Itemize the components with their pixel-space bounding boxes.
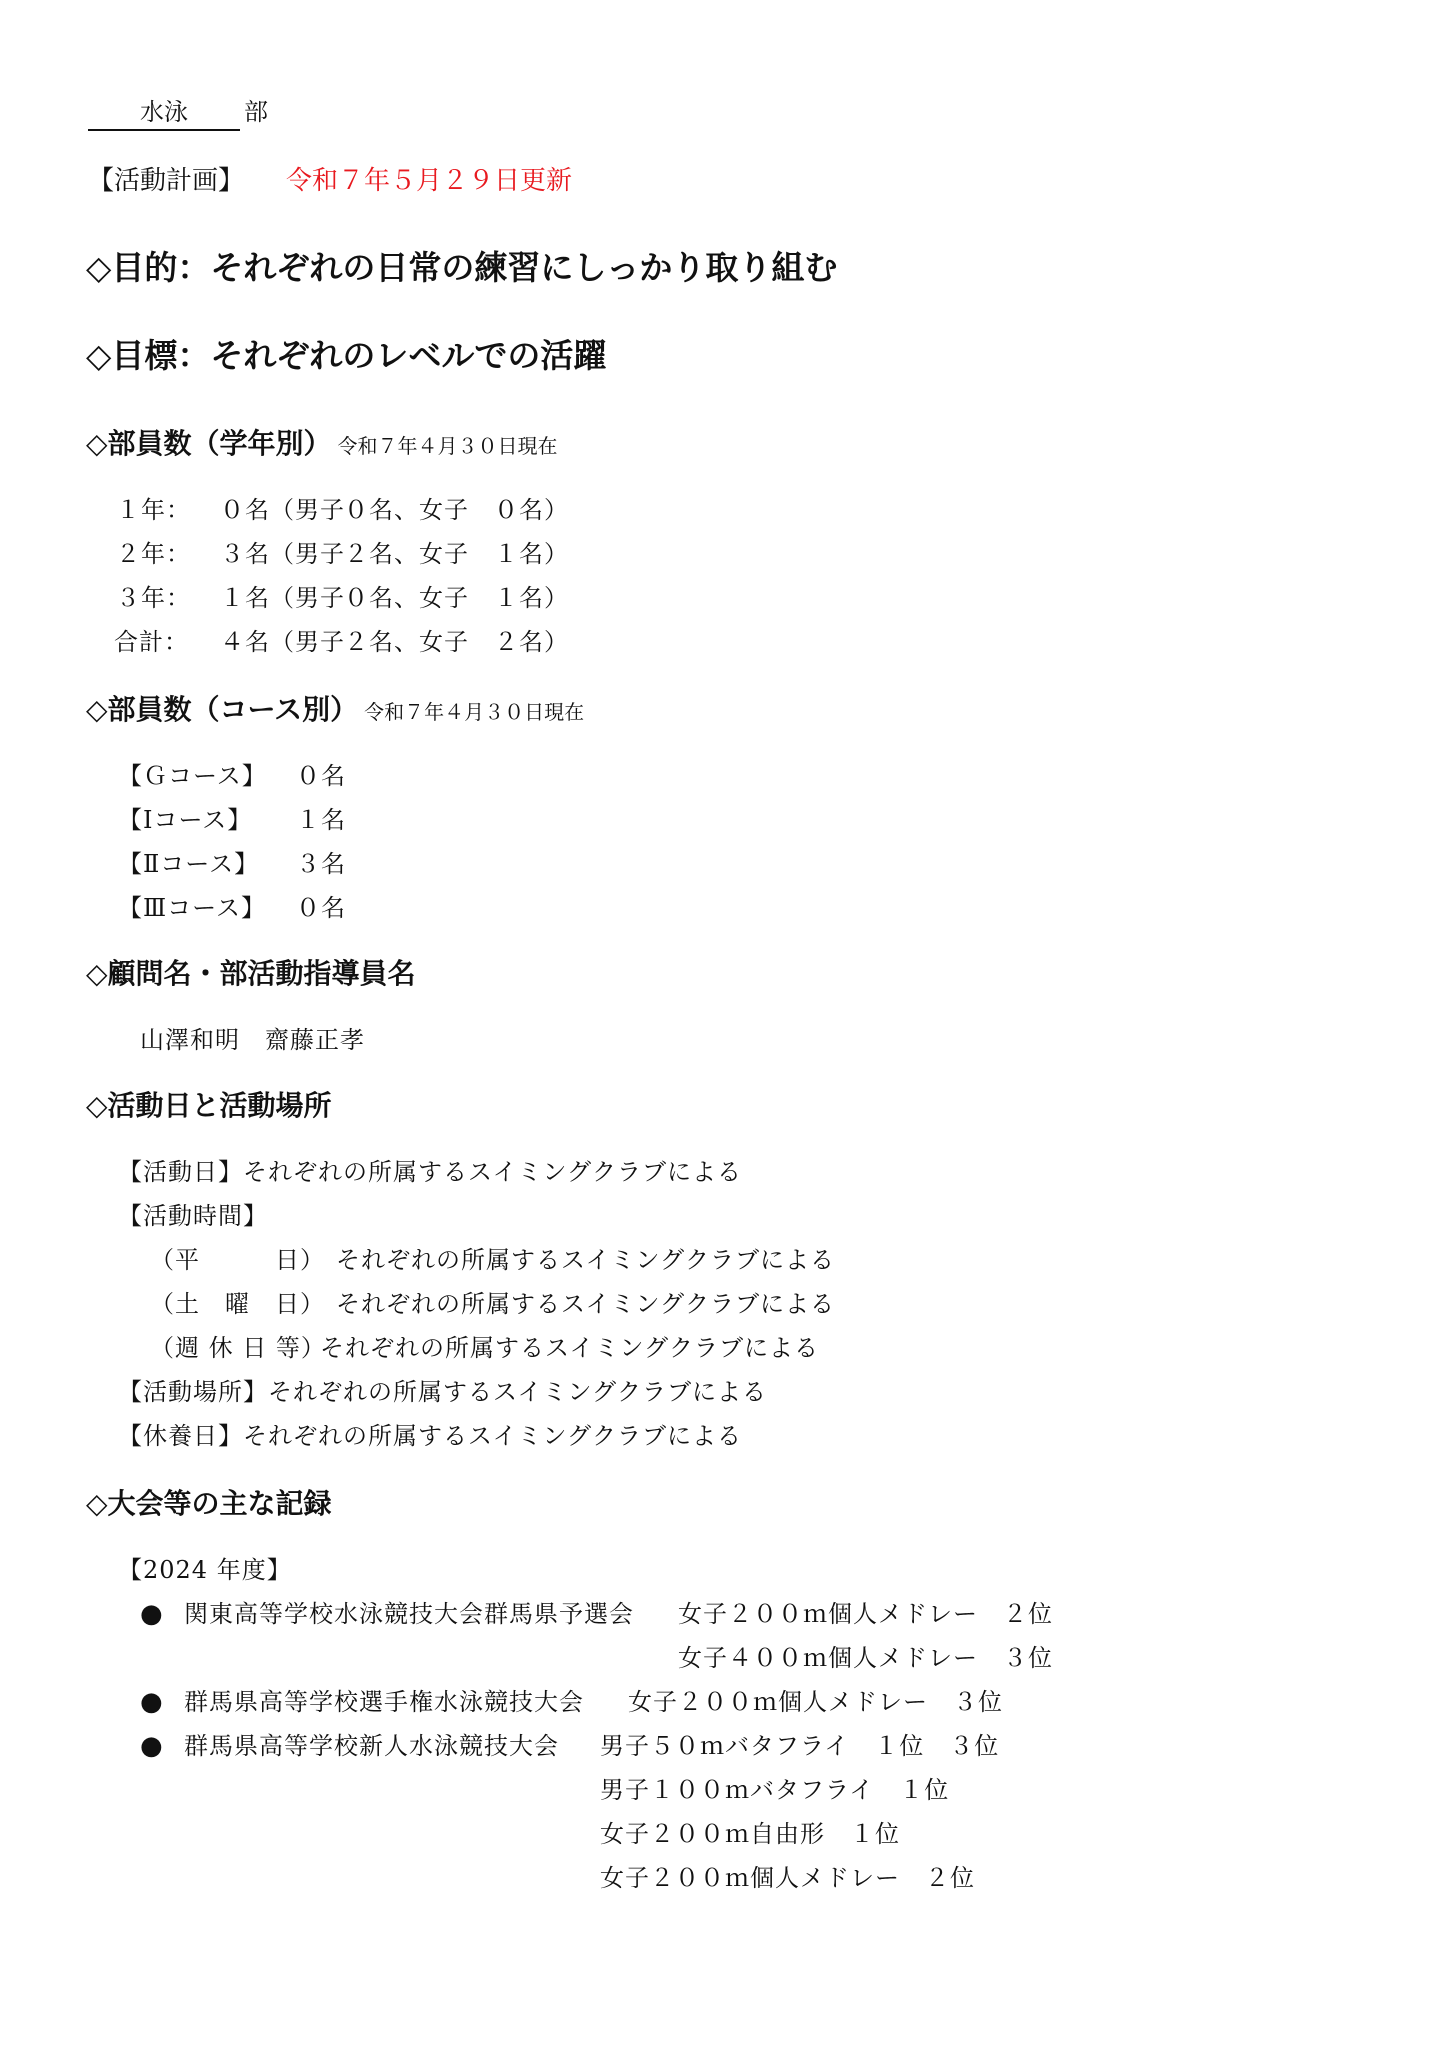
weekday-label: （平 日） (150, 1246, 325, 1274)
course-label: 【Ⅱコース】 (118, 850, 260, 878)
bullet-icon: ● (140, 1599, 164, 1629)
grade-male: ０名、女子 (344, 584, 469, 612)
advisor-names: 山澤和明 齋藤正孝 (140, 1026, 365, 1054)
members-by-grade-title: ◇部員数（学年別） (86, 427, 332, 460)
grade-total: ０名（男子 (220, 496, 345, 524)
activity-weekday (150, 1240, 835, 1275)
record-item (140, 1682, 1003, 1717)
holiday-value: それぞれの所属するスイミングクラブによる (320, 1334, 820, 1362)
activity-rest: 【休養日】それぞれの所属するスイミングクラブによる (118, 1422, 743, 1450)
members-by-grade-date: 令和７年４月３０日現在 (337, 434, 558, 458)
course-row (118, 800, 346, 835)
records-heading: ◇大会等の主な記録 (86, 1487, 332, 1520)
grade-male: ２名、女子 (344, 628, 469, 656)
advisors-heading: ◇顧問名・部活動指導員名 (86, 957, 416, 990)
grade-male: ０名、女子 (344, 496, 469, 524)
bullet-icon: ● (140, 1731, 164, 1761)
grade-total: ３名（男子 (220, 540, 345, 568)
purpose-heading: ◇目的：それぞれの日常の練習にしっかり取り組む (86, 248, 838, 287)
grade-label: 合計： (114, 628, 189, 656)
plan-line (88, 160, 572, 197)
members-by-course-date: 令和７年４月３０日現在 (364, 700, 585, 724)
grade-female: ０名） (494, 496, 569, 524)
record-result: 男子５０ｍバタフライ １位 ３位 (600, 1732, 1000, 1760)
grade-label: ３年： (116, 584, 191, 612)
grade-female: １名） (494, 584, 569, 612)
course-row (118, 844, 346, 879)
course-row (118, 756, 346, 791)
grade-row (116, 578, 569, 613)
course-label: 【Ⅰコース】 (118, 806, 253, 834)
record-result: 女子４００ｍ個人メドレー ３位 (678, 1644, 1053, 1672)
course-label: 【Ｇコース】 (118, 762, 267, 790)
record-result: 男子１００ｍバタフライ １位 (600, 1776, 950, 1804)
activity-time-label: 【活動時間】 (118, 1202, 268, 1230)
updated-date: 令和７年５月２９日更新 (286, 166, 573, 196)
grade-row (116, 490, 569, 525)
club-name: 水泳 (88, 92, 240, 131)
course-count: ０名 (296, 894, 346, 922)
goal-heading: ◇目標：それぞれのレベルでの活躍 (86, 336, 607, 375)
record-meet: 関東高等学校水泳競技大会群馬県予選会 (184, 1600, 634, 1628)
record-item (140, 1726, 999, 1761)
saturday-label: （土 曜 日） (150, 1290, 325, 1318)
course-count: １名 (296, 806, 346, 834)
record-meet: 群馬県高等学校新人水泳競技大会 (184, 1732, 559, 1760)
activity-saturday (150, 1284, 835, 1319)
saturday-value: それぞれの所属するスイミングクラブによる (336, 1290, 836, 1318)
record-result: 女子２００ｍ個人メドレー ２位 (678, 1600, 1053, 1628)
record-result: 女子２００ｍ個人メドレー ２位 (600, 1864, 975, 1892)
weekday-value: それぞれの所属するスイミングクラブによる (336, 1246, 836, 1274)
course-count: ０名 (296, 762, 346, 790)
club-suffix: 部 (244, 98, 268, 126)
activity-days: 【活動日】それぞれの所属するスイミングクラブによる (118, 1158, 743, 1186)
club-name-line (88, 92, 268, 131)
grade-total: １名（男子 (220, 584, 345, 612)
grade-label: １年： (116, 496, 191, 524)
grade-male: ２名、女子 (344, 540, 469, 568)
members-by-course-heading (86, 688, 584, 728)
members-by-course-title: ◇部員数（コース別） (86, 693, 359, 726)
grade-row (116, 534, 569, 569)
members-by-grade-heading (86, 422, 558, 462)
plan-label: 【活動計画】 (88, 166, 245, 196)
activity-heading: ◇活動日と活動場所 (86, 1089, 332, 1122)
grade-female: ２名） (494, 628, 569, 656)
records-year: 【2024 年度】 (118, 1556, 292, 1584)
course-row (118, 888, 346, 923)
course-label: 【Ⅲコース】 (118, 894, 266, 922)
grade-female: １名） (494, 540, 569, 568)
record-item (140, 1594, 1053, 1629)
grade-total: ４名（男子 (220, 628, 345, 656)
record-meet: 群馬県高等学校選手権水泳競技大会 (184, 1688, 584, 1716)
holiday-label: （週 休 日 等） (150, 1334, 326, 1362)
grade-row-total (114, 622, 569, 657)
record-result: 女子２００ｍ自由形 １位 (600, 1820, 900, 1848)
bullet-icon: ● (140, 1687, 164, 1717)
record-result: 女子２００ｍ個人メドレー ３位 (628, 1688, 1003, 1716)
course-count: ３名 (296, 850, 346, 878)
activity-holiday (150, 1328, 819, 1363)
grade-label: ２年： (116, 540, 191, 568)
activity-place: 【活動場所】それぞれの所属するスイミングクラブによる (118, 1378, 768, 1406)
